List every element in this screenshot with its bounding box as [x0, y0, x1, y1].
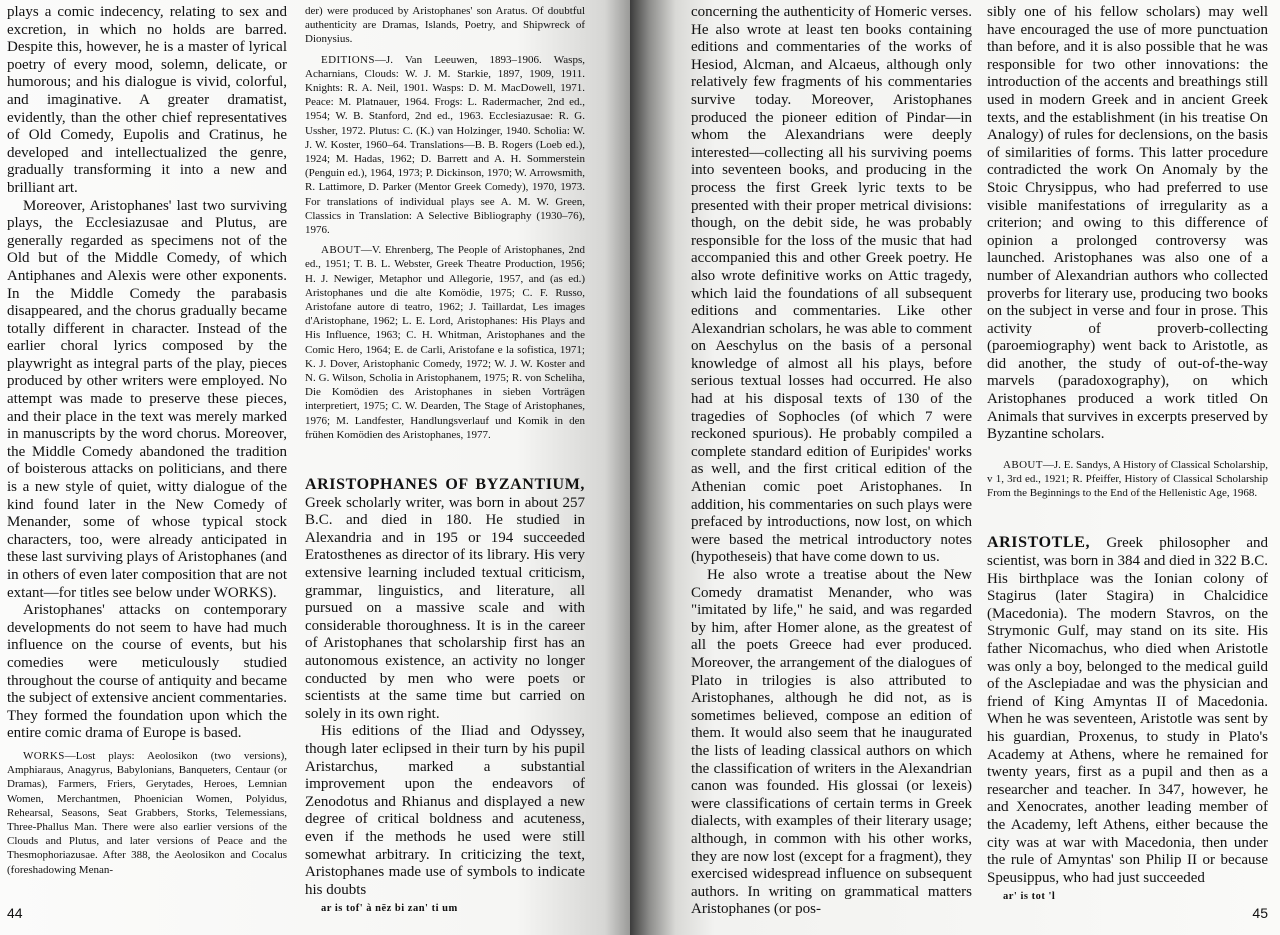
left-column-2 [305, 4, 585, 915]
about-label: ABOUT [321, 244, 361, 257]
page-number: 45 [1252, 905, 1268, 921]
pronunciation: ar' is tot 'l [1003, 891, 1056, 903]
right-column-1 [691, 4, 972, 918]
pronunciation: ar is tof' à nēz bi zan' ti um [321, 903, 458, 915]
left-page [0, 0, 630, 935]
entry-heading: ARISTOTLE, [987, 534, 1091, 552]
about-label: ABOUT [1003, 458, 1043, 471]
paragraph: He also wrote a treatise about the New Comedy dramatist Menander, who was "imitated by life," he said, and was regarded by him, after Homer alone, as the greatest of all the poets Greece had ever produced. Moreover, the arrangement of the dialogues of Plato in trilogies is also attributed to Aristophanes, although he did not, as is sometimes believed, compose an edition of them. It would also seem that he inaugurated the lists of leading classical authors on which the classification of writers in the Alexandrian canon was founded. His glossai (or lexeis) were classifications of certain terms in Greek dialects, with examples of their literary usage; although, in common with his other works, they are now lost (except for a fragment), they exercised widespread influence on subsequent authors. In writing on grammatical matters Aristophanes (or pos- [691, 567, 972, 918]
editions-bibliography [305, 53, 585, 238]
left-column-1 [7, 4, 287, 904]
works-label: WORKS [23, 749, 65, 762]
works-bibliography [7, 749, 287, 877]
paragraph: His editions of the Iliad and Odyssey, though later eclipsed in their turn by his pupil Aristarchus, marked a substantial improvement upon the endeavors of Zenodotus and Rhianus and displayed a new degree of critical boldness and acuteness, even if the methods he used were still somewhat arbitrary. In criticizing the text, Aristophanes made use of symbols to indicate his doubts [305, 723, 585, 898]
paragraph: Aristophanes' attacks on contemporary developments do not seem to have had much influence on the course of events, but his comedies were meticulously studied throughout the course of antiquity and became the subject of extensive ancient commentaries. They formed the foundation upon which the entire comic drama of Europe is based. [7, 602, 287, 742]
paragraph: concerning the authenticity of Homeric verses. He also wrote at least ten books containing editions and commentaries of the works of Hesiod, Alcman, and Alcaeus, although only relatively few fragments of his commentaries survive today. Moreover, Aristophanes produced the pioneer edition of Pindar—in whom the Alexandrians were deeply interested—collecting all his surviving poems into seventeen books, and producing in the process the first Greek lyric texts to be presented with their proper metrical divisions: though, on the debit side, he was probably responsible for the loss of the music that had accompanied this and other Greek poetry. He also wrote definitive works on Attic tragedy, which laid the foundations of all subsequent editions and commentaries. Like other Alexandrian scholars, he was able to comment on Aeschylus on the basis of a personal knowledge of almost all his plays, before serious textual losses had occurred. He also had at his disposal texts of 130 of the tragedies of Sophocles (of which 7 were reckoned spurious). He probably compiled a complete standard edition of Euripides' works as well, and the first critical edition of the Athenian comic poet Aristophanes. In addition, his commentaries on such plays were prefaced by introductions, now lost, on which were based the metrical introductory notes (hypotheseis) that have come down to us. [691, 4, 972, 566]
entry-paragraph [987, 534, 1268, 887]
bib-intro: der) were produced by Aristophanes' son Aratus. Of doubtful authenticity are Dramas, Islands, Poetry, and Shipwreck of Dionysius. [305, 5, 585, 46]
paragraph: plays a comic indecency, relating to sex and excretion, in which no holds are barred. Despite this, however, he is a master of lyrical poetry of every mood, solemn, delicate, or humorous; and his dialogue is vivid, colorful, and imaginative. A greater dramatist, evidently, than the other chief representatives of Old Comedy, Eupolis and Cratinus, he developed and intellectualized the genre, gradually transforming it into a new and brilliant art. [7, 4, 287, 196]
entry-paragraph [305, 476, 585, 723]
entry-text: Greek scholarly writer, was born in about 257 B.C. and died in 180. He studied in Alexandria and in 195 or 194 succeeded Eratosthenes as director of its library. His very extensive learning included textual criticism, grammar, linguistics, and literature, all pursued on a massive scale and with considerable thoroughness. It is in the career of Aristophanes that scholarship first has an autonomous existence, an activity no longer conducted by men who were poets or scientists at the same time but carried on solely in its own right. [305, 494, 585, 722]
about-bibliography [305, 243, 585, 442]
page-number: 44 [7, 905, 23, 921]
about-text: —V. Ehrenberg, The People of Aristophanes, 2nd ed., 1951; T. B. L. Webster, Greek Theatre Production, 1956; H. J. Newiger, Metaphor und Allegorie, 1957, and (as ed.) Aristophanes und die alte Komödie, 1975; C. F. Russo, Aristofane autore di teatro, 1962; J. Taillardat, Les images d'Aristophane, 1962; L. E. Lord, Aristophanes: His Plays and His Influence, 1963; C. H. Whitman, Aristophanes and the Comic Hero, 1964; E. de Carli, Aristofane e la sofistica, 1971; K. J. Dover, Aristophanic Comedy, 1972; W. J. W. Koster and N. G. Wilson, Scholia in Aristophanem, 1975; R. von Scheliha, Die Komödien des Aristophanes in sieben Vorträgen interpretiert, 1975; C. W. Dearden, The Stage of Aristophanes, 1976; M. Landfester, Handlungsverlauf und Komik in den frühen Komödien des Aristophanes, 1977. [305, 244, 585, 441]
paragraph: sibly one of his fellow scholars) may well have encouraged the use of more punctuation than before, and it is also possible that he was responsible for two other innovations: the introduction of the accents and breathings still used in modern Greek and in ancient Greek texts, and the establishment (in his treatise On Analogy) of rules for declensions, on the basis of similarities of forms. This latter procedure contradicted the work On Anomaly by the Stoic Chrysippus, who had preferred to use visible manifestations of irregularity as a criterion; and owing to this difference of opinion a prolonged controversy was launched. Aristophanes was also one of a number of Alexandrian authors who collected proverbs for literary use, producing two books on the subject in verse and four in prose. This activity of proverb-collecting (paroemiography) went back to Aristotle, as did another, the study of out-of-the-way marvels (paradoxography), on which Aristophanes produced a work titled On Animals that survives in excerpts preserved by Byzantine scholars. [987, 4, 1268, 443]
about-text: —J. E. Sandys, A History of Classical Scholarship, v 1, 3rd ed., 1921; R. Pfeiffer, History of Classical Scholarship From the Beginnings to the End of the Hellenistic Age, 1968. [987, 458, 1268, 500]
right-column-2 [987, 4, 1268, 909]
paragraph: Moreover, Aristophanes' last two surviving plays, the Ecclesiazusae and Plutus, are generally regarded as specimens not of the Old but of the Middle Comedy, of which Antiphanes and Alexis were other exponents. In the Middle Comedy the parabasis disappeared, and the chorus gradually became totally different in character. Instead of the earlier choral lyrics composed by the playwright as integral parts of the play, pieces produced by other writers were employed. No attempt was made to preserve these pieces, and their place in the text was merely marked in manuscripts by the word chorus. Moreover, the Middle Comedy abandoned the tradition of boisterous attacks on politicians, and there is a new style of quiet, witty dialogue of the kind found later in the New Comedy of Menander, some of whose typical stock characters, too, were already anticipated in these last surviving plays of Aristophanes (and in others of even later composition that are not extant—for titles see below under WORKS). [7, 197, 287, 601]
about-bibliography [987, 458, 1268, 501]
editions-label: EDITIONS [321, 53, 375, 66]
editions-text: —J. Van Leeuwen, 1893–1906. Wasps, Acharnians, Clouds: W. J. M. Starkie, 1897, 1909, 1911. Knights: R. A. Neil, 1901. Wasps: D. M. MacDowell, 1971. Peace: M. Platnauer, 1964. Frogs: L. Radermacher, 2nd ed., 1954; W. B. Stanford, 2nd ed., 1963. Ecclesiazusae: R. G. Ussher, 1972. Plutus: C. (K.) van Holzinger, 1940. Scholia: W. J. W. Koster, 1960–64. Translations—B. B. Rogers (Loeb ed.), 1924; M. Hadas, 1962; D. Barrett and A. H. Sommerstein (Penguin ed.), 1964, 1973; P. Dickinson, 1970; W. Arrowsmith, R. Lattimore, D. Parker (Mentor Greek Comedy), 1970, 1973. For translations of individual plays see A. M. W. Green, Classics in Translation: A Selective Bibliography (1930–76), 1976. [305, 53, 585, 237]
right-page [630, 0, 1280, 935]
entry-heading: ARISTOPHANES OF BYZANTIUM, [305, 476, 585, 494]
entry-text: Greek philosopher and scientist, was born in 384 and died in 322 B.C. His birthplace was the Ionian colony of Stagirus (later Stagira) in Chalcidice (Macedonia). The modern Stavros, on the Strymonic Gulf, may stand on its site. His father Nicomachus, who died when Aristotle was only a boy, belonged to the medical guild of the Asclepiadae and was the physician and friend of King Amyntas II of Macedonia. When he was seventeen, Aristotle was sent by his guardian, Proxenus, to study in Plato's Academy at Athens, where he remained for twenty years, first as a pupil and then as a researcher and teacher. In 347, however, he and Xenocrates, another leading member of the Academy, left Athens, either because the city was at war with Macedonia, then under the rule of Amyntas' son Philip II or because Speusippus, who had just succeeded [987, 535, 1268, 886]
works-text: —Lost plays: Aeolosikon (two versions), Amphiaraus, Anagyrus, Babylonians, Banqueters, Centaur (or Dramas), Farmers, Friers, Gerytades, Heroes, Lemnian Women, Merchantmen, Phoenician Women, Polyidus, Rehearsal, Seasons, Seat Grabbers, Storks, Telemessians, Three-Phallus Man. There were also earlier versions of the Clouds and Plutus, and later versions of Peace and the Thesmophoriazusae. After 388, the Aeolosikon and Cocalus (foreshadowing Menan- [7, 749, 287, 876]
